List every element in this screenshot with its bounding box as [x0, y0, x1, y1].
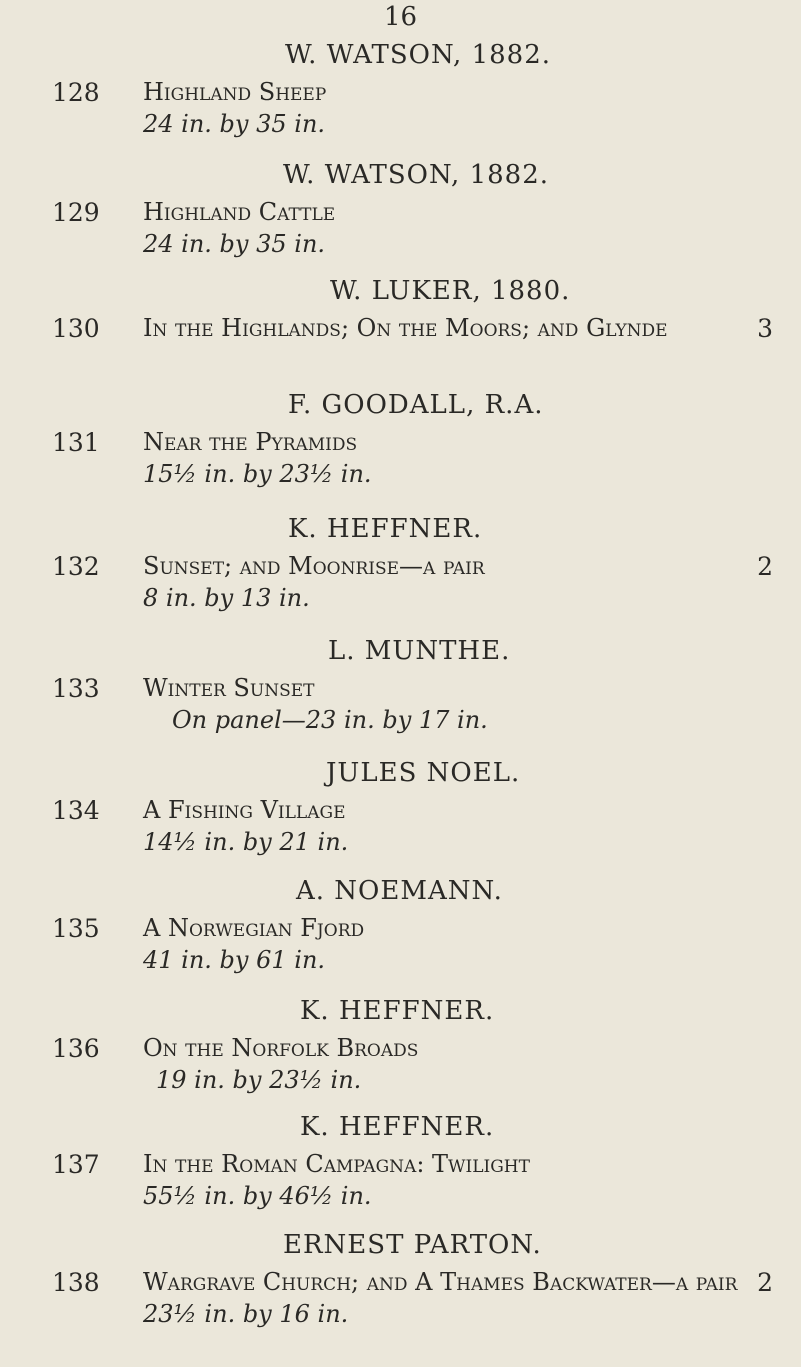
- lot-quantity: 3: [757, 314, 773, 343]
- page-number: 16: [383, 2, 418, 32]
- lot-number: 137: [52, 1150, 100, 1179]
- artwork-title: Highland Cattle: [143, 198, 336, 226]
- artwork-title: A Norwegian Fjord: [143, 914, 365, 942]
- lot-number: 129: [52, 198, 100, 227]
- artwork-title: Highland Sheep: [143, 78, 327, 106]
- artist-name: F. GOODALL, R.A.: [288, 390, 544, 420]
- artist-name: ERNEST PARTON.: [283, 1230, 542, 1260]
- catalogue-entry: [0, 390, 801, 510]
- artist-name: L. MUNTHE.: [328, 636, 511, 666]
- artist-name: W. WATSON, 1882.: [283, 160, 550, 190]
- catalogue-entry: [0, 40, 801, 160]
- lot-number: 138: [52, 1268, 100, 1297]
- lot-number: 136: [52, 1034, 100, 1063]
- artist-name: W. LUKER, 1880.: [330, 276, 571, 306]
- catalogue-entry: [0, 636, 801, 756]
- catalogue-entry: [0, 876, 801, 996]
- artwork-dimensions: 41 in. by 61 in.: [143, 946, 326, 974]
- lot-number: 131: [52, 428, 100, 457]
- artwork-dimensions: 55½ in. by 46½ in.: [143, 1182, 372, 1210]
- catalogue-entry: [0, 1230, 801, 1350]
- artwork-title: In the Roman Campagna: Twilight: [143, 1150, 530, 1178]
- artwork-dimensions: 24 in. by 35 in.: [143, 110, 326, 138]
- lot-number: 132: [52, 552, 100, 581]
- artwork-dimensions: On panel—23 in. by 17 in.: [172, 706, 488, 734]
- artwork-title: A Fishing Village: [143, 796, 346, 824]
- lot-number: 134: [52, 796, 100, 825]
- artwork-title: Winter Sunset: [143, 674, 315, 702]
- artwork-title: Sunset; and Moonrise—a pair: [143, 552, 485, 580]
- artist-name: A. NOEMANN.: [296, 876, 503, 906]
- artwork-dimensions: 24 in. by 35 in.: [143, 230, 326, 258]
- lot-quantity: 2: [757, 1268, 773, 1297]
- catalogue-entry: [0, 160, 801, 280]
- artwork-dimensions: 8 in. by 13 in.: [143, 584, 310, 612]
- catalogue-entry: [0, 1112, 801, 1232]
- artist-name: K. HEFFNER.: [300, 1112, 495, 1142]
- artwork-title: In the Highlands; On the Moors; and Glynde: [143, 314, 668, 342]
- catalogue-entry: [0, 514, 801, 634]
- lot-quantity: 2: [757, 552, 773, 581]
- artwork-title: Wargrave Church; and A Thames Backwater—a pair: [143, 1268, 738, 1296]
- artwork-dimensions: 23½ in. by 16 in.: [143, 1300, 349, 1328]
- artwork-dimensions: 19 in. by 23½ in.: [156, 1066, 362, 1094]
- catalogue-entry: [0, 276, 801, 396]
- lot-number: 130: [52, 314, 100, 343]
- artwork-dimensions: 14½ in. by 21 in.: [143, 828, 349, 856]
- lot-number: 135: [52, 914, 100, 943]
- artist-name: JULES NOEL.: [326, 758, 521, 788]
- catalogue-entry: [0, 996, 801, 1116]
- lot-number: 133: [52, 674, 100, 703]
- artwork-title: On the Norfolk Broads: [143, 1034, 419, 1062]
- artist-name: K. HEFFNER.: [288, 514, 483, 544]
- lot-number: 128: [52, 78, 100, 107]
- artwork-title: Near the Pyramids: [143, 428, 358, 456]
- artwork-dimensions: 15½ in. by 23½ in.: [143, 460, 372, 488]
- artist-name: W. WATSON, 1882.: [285, 40, 552, 70]
- catalogue-entry: [0, 758, 801, 878]
- artist-name: K. HEFFNER.: [300, 996, 495, 1026]
